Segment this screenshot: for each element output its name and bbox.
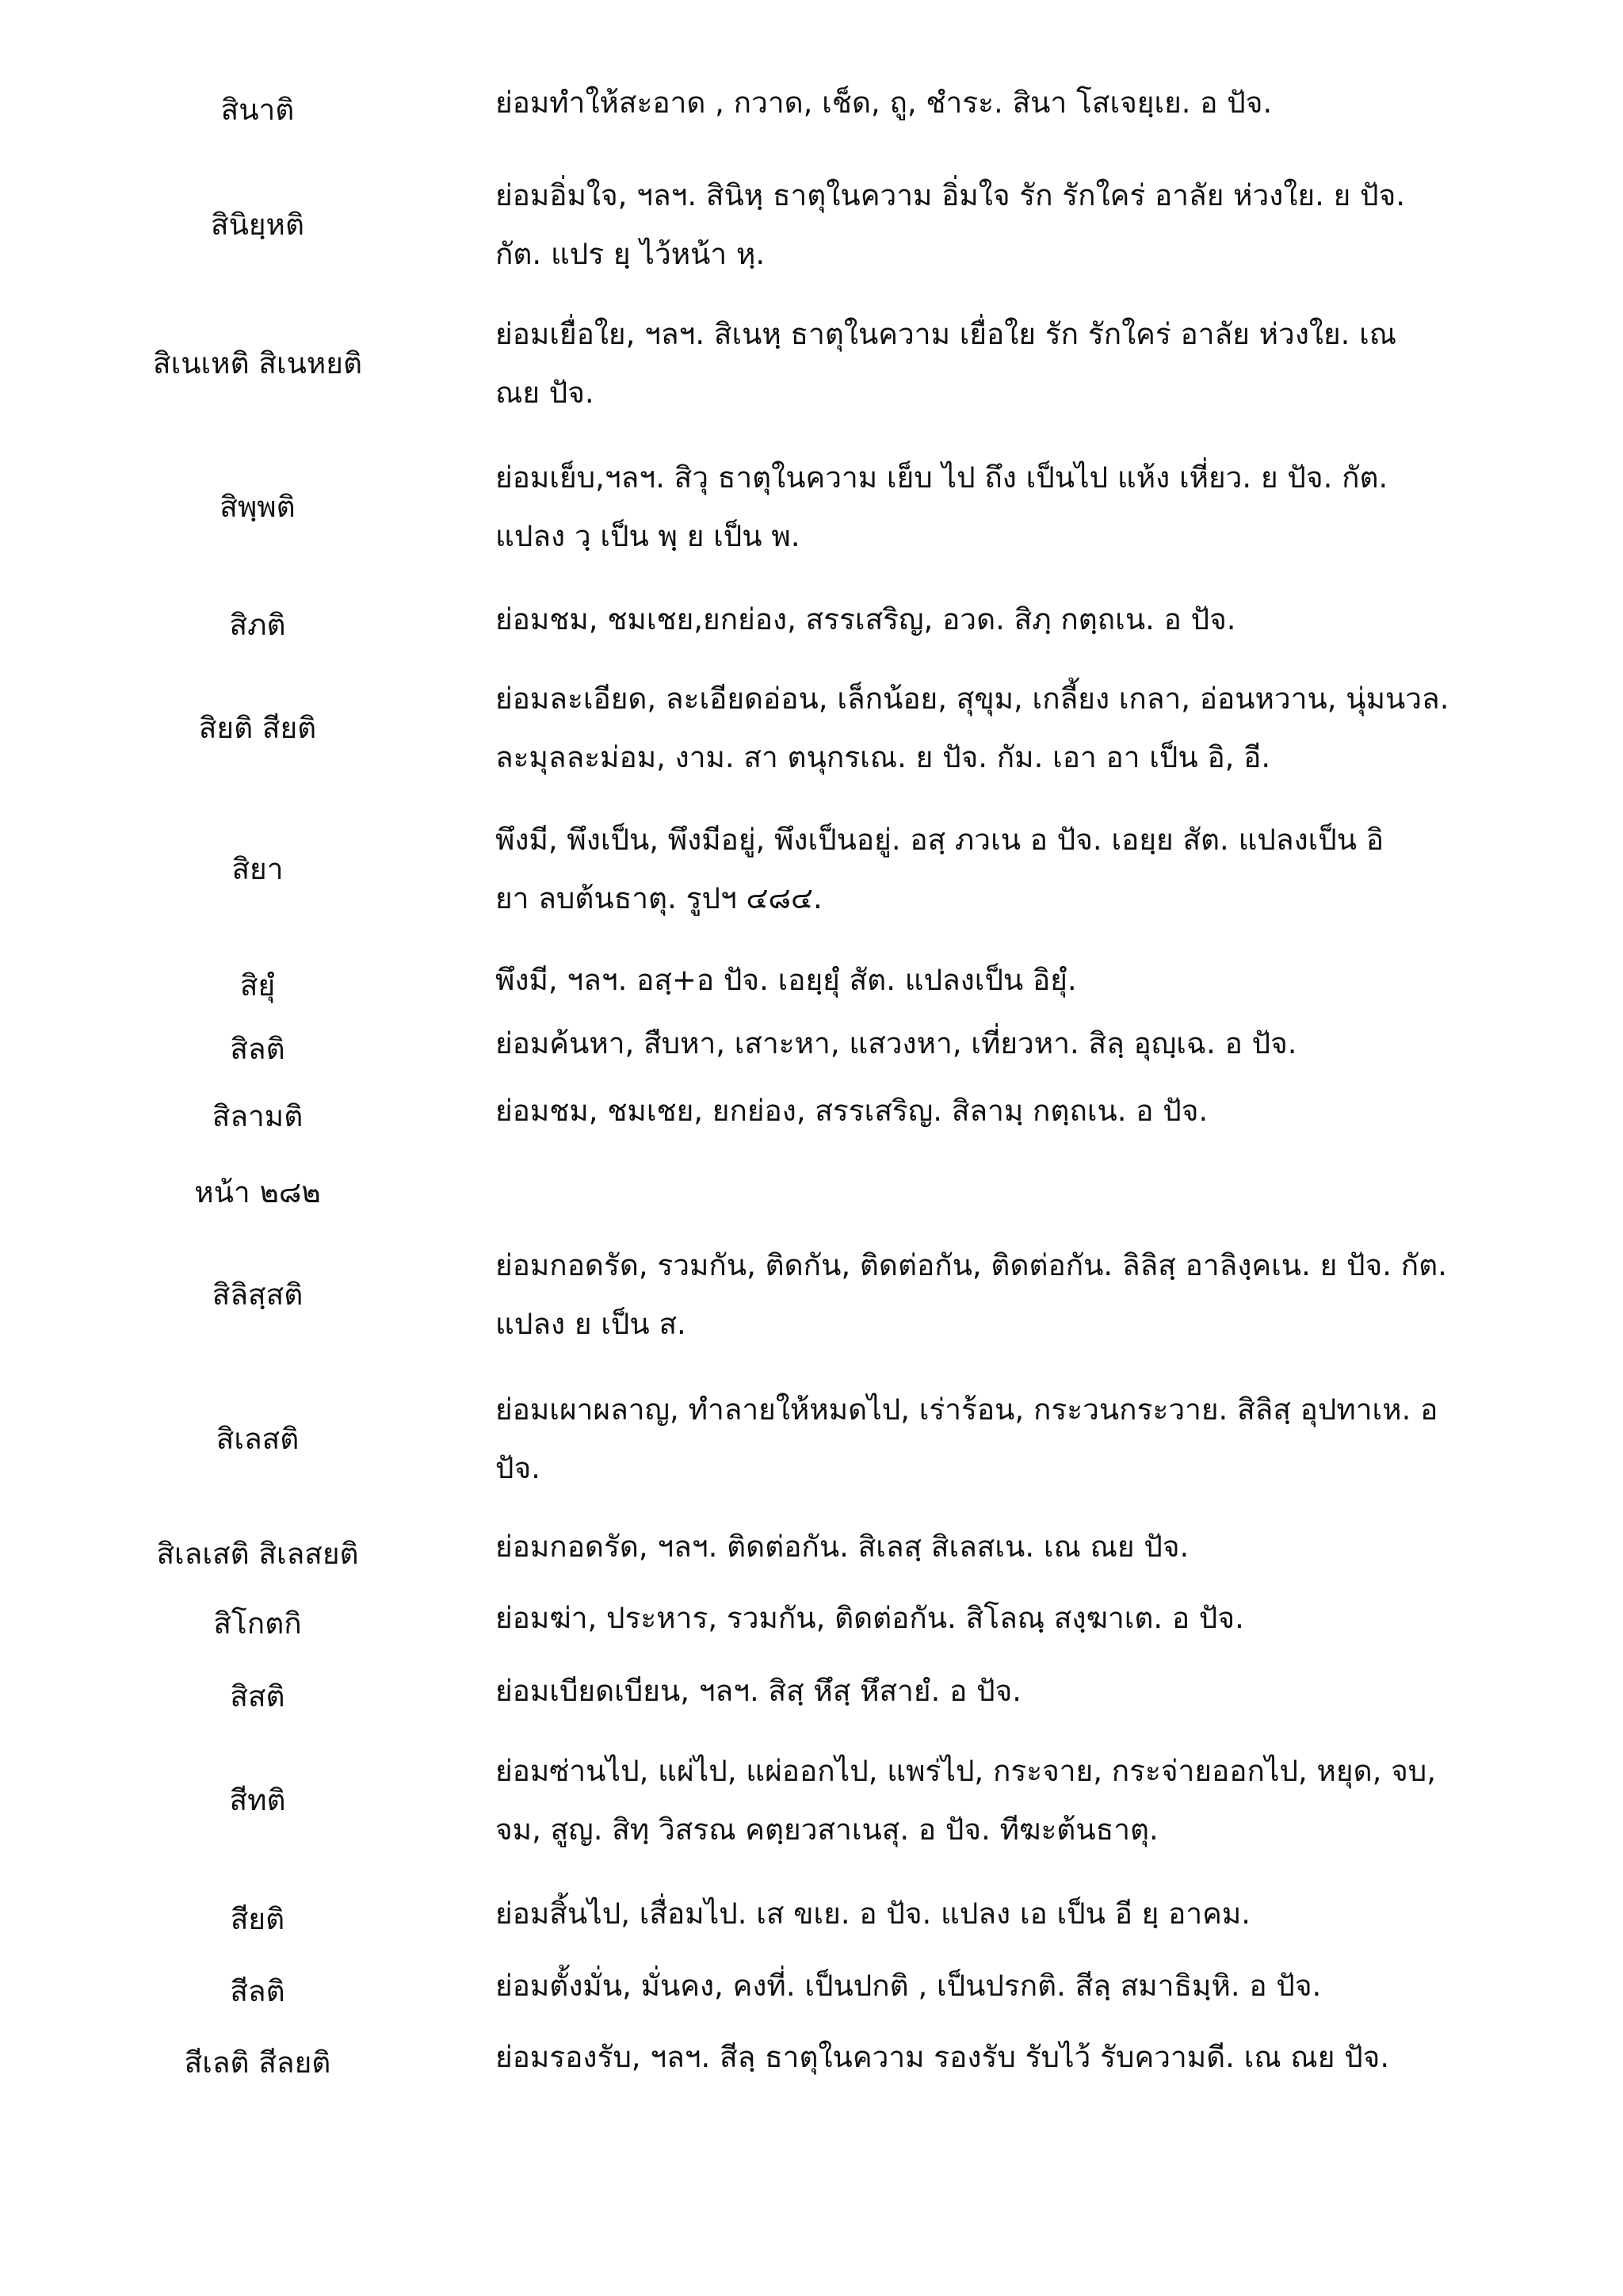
entry-definition [495, 1381, 1573, 1498]
entry-term: สีลติ [230, 1974, 285, 2008]
entry-definition [495, 590, 1573, 649]
entry-definition [495, 1589, 1573, 1648]
definition-line: ย่อมละเอียด, ละเอียดอ่อน, เล็กน้อย, สุขุม, เกลี้ยง เกลา, อ่อนหวาน, นุ่มนวล. [495, 682, 1449, 716]
definition-line: ย่อมเย็บ,ฯลฯ. สิวุ ธาตุในความ เย็บ ไป ถึง เป็นไป แห้ง เหี่ยว. ย ปัจ. กัต. [495, 460, 1388, 495]
entry-term: สินิยฺหติ [211, 208, 304, 242]
entry-term: สิยา [231, 852, 284, 886]
definition-line: ย่อมเผาผลาญ, ทำลายให้หมดไป, เร่าร้อน, กระวนกระวาย. สิลิสฺ อุปทาเห. อ [495, 1392, 1438, 1427]
entry-definition [495, 670, 1573, 787]
entry-definition [495, 1662, 1573, 1721]
entry-definition [495, 1742, 1573, 1859]
definition-line: ย่อมรองรับ, ฯลฯ. สีลฺ ธาตุในความ รองรับ รับไว้ รับความดี. เณ ณย ปัจ. [495, 2040, 1390, 2074]
definition-line: ย่อมค้นหา, สืบหา, เสาะหา, แสวงหา, เที่ยวหา. สิลฺ อุญฺเฉ. อ ปัจ. [495, 1026, 1297, 1060]
entry-term: สีทติ [229, 1783, 286, 1817]
entry-definition [495, 1518, 1573, 1576]
entry-term: สิเลเสติ สิเลสยติ [156, 1537, 359, 1571]
entry-term: สิสติ [230, 1679, 285, 1713]
entry-term: สิลามติ [212, 1099, 304, 1133]
definition-line: ย่อมตั้งมั่น, มั่นคง, คงที่. เป็นปกติ , เป็นปรกติ. สีลฺ สมาธิมฺหิ. อ ปัจ. [495, 1969, 1322, 2003]
entry-definition [495, 1236, 1573, 1354]
entry-term: สิลติ [230, 1032, 285, 1066]
entry-definition [495, 1957, 1573, 2015]
entry-definition [495, 305, 1573, 422]
definition-line: ย่อมเบียดเบียน, ฯลฯ. สิสฺ หึสฺ หึสายํ. อ ปัจ. [495, 1674, 1022, 1708]
definition-line: ย่อมซ่านไป, แผ่ไป, แผ่ออกไป, แพร่ไป, กระจาย, กระจ่ายออกไป, หยุด, จบ, [495, 1754, 1437, 1788]
definition-line: ย่อมอิ่มใจ, ฯลฯ. สินิหฺ ธาตุในความ อิ่มใจ รัก รักใคร่ อาลัย ห่วงใย. ย ปัจ. [495, 178, 1406, 212]
definition-line: ย่อมฆ่า, ประหาร, รวมกัน, ติดต่อกัน. สิโลณฺ สงฺฆาเต. อ ปัจ. [495, 1601, 1244, 1635]
definition-line: แปลง ย เป็น ส. [495, 1307, 686, 1341]
definition-line: ย่อมทำให้สะอาด , กวาด, เช็ด, ถู, ชำระ. สินา โสเจยฺเย. อ ปัจ. [495, 86, 1273, 120]
entry-term: สีเลติ สีลยติ [184, 2046, 331, 2080]
entry-term: สิภติ [229, 608, 286, 642]
definition-line: กัต. แปร ยฺ ไว้หน้า หฺ. [495, 237, 766, 271]
definition-line: จม, สูญ. สิทฺ วิสรณ คตฺยวสาเนสุ. อ ปัจ. ทีฆะต้นธาตุ. [495, 1813, 1159, 1847]
definition-line: ย่อมชม, ชมเชย, ยกย่อง, สรรเสริญ. สิลามฺ กตฺถเน. อ ปัจ. [495, 1094, 1209, 1128]
entry-definition [495, 2028, 1573, 2087]
entry-term: สิเนเหติ สิเนหยติ [153, 346, 362, 380]
definition-line: ย่อมกอดรัด, รวมกัน, ติดกัน, ติดต่อกัน, ติดต่อกัน. ลิลิสฺ อาลิงฺคเน. ย ปัจ. กัต. [495, 1248, 1447, 1282]
entry-definition [495, 811, 1573, 928]
definition-line: ณย ปัจ. [495, 376, 594, 410]
definition-line: ยา ลบต้นธาตุ. รูปฯ ๔๘๔. [495, 881, 823, 915]
entry-term: สิลิสฺสติ [212, 1278, 304, 1312]
definition-line: ละมุลละม่อม, งาม. สา ตนุกรเณ. ย ปัจ. กัม. เอา อา เป็น อิ, อี. [495, 740, 1271, 774]
definition-line: ย่อมชม, ชมเชย,ยกย่อง, สรรเสริญ, อวด. สิภฺ กตฺถเน. อ ปัจ. [495, 602, 1236, 636]
definition-line: พึงมี, พึงเป็น, พึงมีอยู่, พึงเป็นอยู่. อสฺ ภวเน อ ปัจ. เอยฺย สัต. แปลงเป็น อิ [495, 823, 1384, 857]
definition-line: พึงมี, ฯลฯ. อสฺ+อ ปัจ. เอยฺยุํ สัต. แปลงเป็น อิยุํ. [495, 963, 1077, 997]
entry-term: สิยติ สียติ [198, 711, 317, 745]
entry-definition [495, 166, 1573, 284]
entry-term: สียติ [230, 1902, 285, 1936]
definition-line: แปลง วฺ เป็น พฺ ย เป็น พ. [495, 519, 800, 553]
page-number: หน้า ๒๘๒ [194, 1175, 321, 1209]
definition-line: ปัจ. [495, 1451, 540, 1485]
entry-term: สิพฺพติ [220, 490, 296, 524]
entry-term: สินาติ [220, 93, 295, 127]
entry-definition [495, 74, 1573, 132]
entry-definition [495, 951, 1573, 1010]
entry-term: สิโกตกิ [213, 1606, 302, 1641]
entry-definition [495, 449, 1573, 566]
entry-term: สิยุํ [239, 968, 276, 1003]
entry-term: สิเลสติ [216, 1422, 300, 1456]
definition-line: ย่อมเยื่อใย, ฯลฯ. สิเนหฺ ธาตุในความ เยื่อใย รัก รักใคร่ อาลัย ห่วงใย. เณ [495, 317, 1397, 351]
definition-line: ย่อมสิ้นไป, เสื่อมไป. เส ขเย. อ ปัจ. แปลง เอ เป็น อี ยฺ อาคม. [495, 1897, 1251, 1931]
definition-line: ย่อมกอดรัด, ฯลฯ. ติดต่อกัน. สิเลสฺ สิเลสเน. เณ ณย ปัจ. [495, 1530, 1190, 1564]
entry-definition [495, 1885, 1573, 1943]
entry-definition [495, 1082, 1573, 1140]
entry-definition [495, 1014, 1573, 1073]
